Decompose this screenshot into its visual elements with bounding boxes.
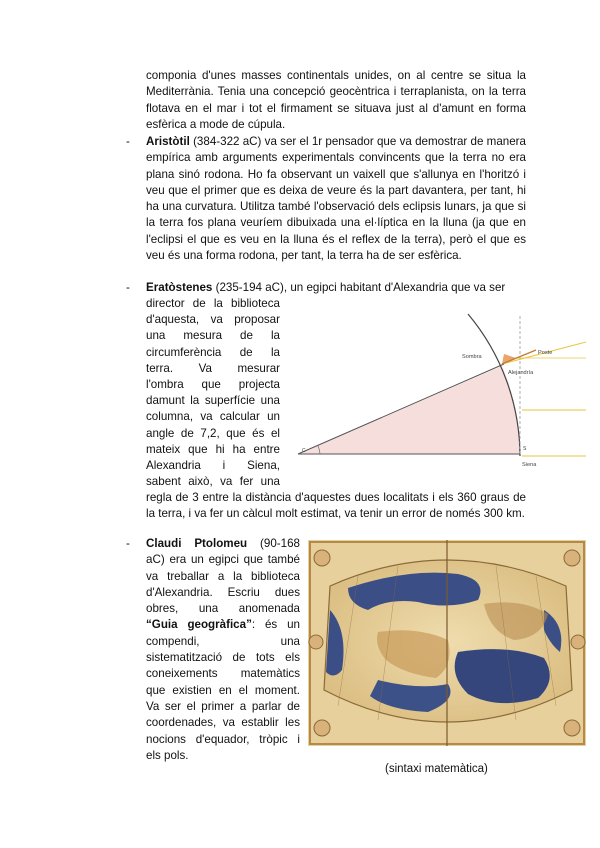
ptolomeu-line: que existien en el moment.: [146, 683, 300, 697]
wind-head: [571, 635, 585, 649]
bullet-eratostenes: -: [126, 281, 130, 294]
sector-fill: [298, 366, 520, 454]
eratostenes-line: una mesura de la: [146, 329, 280, 343]
label-alejandria: Alejandría: [508, 370, 534, 376]
bullet-aristotil: -: [126, 135, 130, 148]
ptolemy-world-map: [308, 540, 586, 746]
ptolomeu-line: coneixements matemàtics: [146, 667, 300, 681]
wind-head: [564, 550, 580, 566]
ptolomeu-first-line: [146, 536, 300, 552]
eratostenes-side-text: [146, 296, 280, 490]
ptolomeu-line: va treballar a la biblioteca: [146, 569, 300, 583]
eratostenes-name: Eratòstenes: [146, 281, 213, 294]
wind-head: [309, 635, 323, 649]
ptolomeu-line: obres, una anomenada: [146, 602, 300, 616]
eratostenes-line: terra. Va mesurar: [146, 361, 280, 375]
aristotil-text: (384-322 aC) va ser el 1r pensador que va demostrar de manera empírica amb arguments experimentals convincents que la terra no era plana sinó rodona. Ho fa observant un vaixell que s'allunya en l'horitzó i veu que el primer que es deixa de veure és la part davantera, per tant, hi ha una curvatura. Utilitza també l'observació dels eclipsis lunars, ja que si la terra fos plana veuríem dibuixada una el·líptica en la lluna (ja que en l'eclipsi el que es veu en la lluna és el reflex de la terra), però el que es veu és una forma rodona, per tant, la terra ha de ser esfèrica.: [146, 135, 526, 263]
eratostenes-line: damunt la superfície una: [146, 394, 280, 408]
bullet-ptolomeu: -: [126, 537, 130, 550]
ptolomeu-title-line: [146, 617, 300, 633]
eratostenes-line: l'ombra que projecta: [146, 378, 280, 392]
eratostenes-line: d'aquesta, va proposar: [146, 313, 280, 327]
eratostenes-first-line: [146, 280, 526, 296]
ptolomeu-first-rest: (90-168: [247, 537, 300, 550]
label-s: S: [523, 446, 527, 452]
eratostenes-diagram: [290, 306, 586, 472]
ptolomeu-line: coordenades, va establir les: [146, 716, 300, 730]
wind-head: [314, 550, 330, 566]
eratostenes-line: circumferència de la: [146, 345, 280, 359]
eratostenes-first-text: (235-194 aC), un egipci habitant d'Alexandria que va ser: [212, 281, 506, 294]
wind-head: [564, 720, 580, 736]
aristotil-paragraph: [146, 134, 526, 264]
eratostenes-line: sabent això, va fer una: [146, 475, 280, 489]
ptolomeu-after-title: : és un: [251, 618, 300, 632]
eratostenes-rest: [146, 490, 526, 523]
aristotil-name: Aristòtil: [146, 135, 190, 148]
eratostenes-line: columna, va calcular un: [146, 410, 280, 424]
intro-text: componia d'unes masses continentals unides, on al centre se situa la Mediterrània. Tenia una concepció geocèntrica i terraplanista, on la terra flotava en el mar i tot el firmament se situava just al d'amunt en forma esfèrica a mode de cúpula.: [146, 69, 526, 131]
map-caption: (sintaxi matemàtica): [385, 763, 488, 775]
wind-head: [314, 720, 330, 736]
ptolomeu-line: nocions d'equador, tròpic i: [146, 732, 300, 746]
eratostenes-line: Alexandria i Siena,: [146, 459, 280, 473]
label-siena: Siena: [522, 462, 537, 468]
label-sombra: Sombra: [462, 354, 482, 360]
guia-geografica-title: “Guia geogràfica”: [146, 618, 252, 632]
ptolomeu-line: compendi, una: [146, 634, 300, 648]
label-center: C: [302, 448, 306, 454]
eratostenes-rest-text: regla de 3 entre la distància d'aquestes dues localitats i els 360 graus de la terra, i va fer un càlcul molt estimat, va tenir un error de només 300 km.: [146, 491, 526, 521]
eratostenes-line: director de la biblioteca: [146, 297, 280, 310]
ptolomeu-line: sistematització de tots els: [146, 651, 300, 665]
ptolomeu-text: [146, 536, 300, 764]
eratostenes-line: mateix que hi ha entre: [146, 442, 280, 456]
ptolomeu-line: Va ser el primer a parlar de: [146, 699, 300, 713]
ptolomeu-line: d'Alexandria. Escriu dues: [146, 585, 300, 599]
ptolomeu-line: els pols.: [146, 748, 189, 762]
intro-paragraph: [146, 68, 526, 133]
ptolomeu-name: Claudi Ptolomeu: [146, 537, 248, 550]
eratostenes-line: angle de 7,2, que és el: [146, 426, 280, 440]
label-poste: Poste: [538, 350, 553, 356]
ptolomeu-line: aC) era un egipci que també: [146, 553, 300, 567]
